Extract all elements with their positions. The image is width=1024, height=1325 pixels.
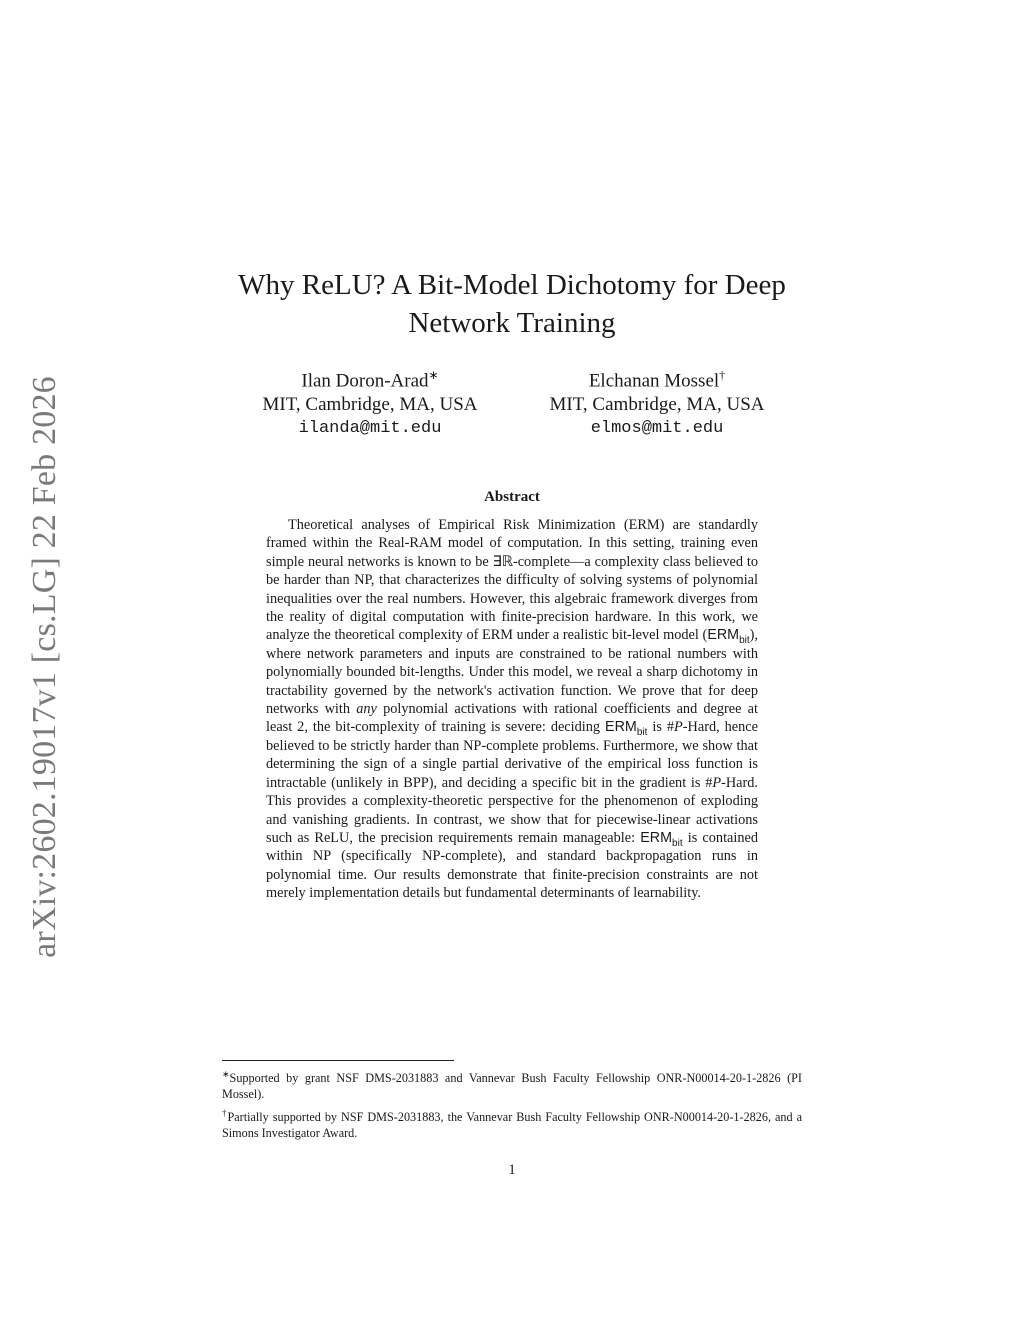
footnote-1: ∗Supported by grant NSF DMS-2031883 and Vannevar Bush Faculty Fellowship ONR-N00014-20-1-2826 (PI Mossel).	[222, 1069, 802, 1102]
footnote-2: †Partially supported by NSF DMS-2031883, the Vannevar Bush Faculty Fellowship ONR-N00014-20-1-2826, and a Simons Investigator Award.	[222, 1108, 802, 1141]
arxiv-identifier-stamp	[25, 375, 65, 958]
author-email[interactable]: elmos@mit.edu	[590, 419, 724, 439]
author-name: Ilan Doron-Arad	[301, 370, 429, 392]
emphasis-any: any	[356, 701, 377, 718]
author-footnote-mark: †	[719, 368, 726, 382]
footnote-divider	[222, 1060, 454, 1061]
paper-title	[200, 266, 824, 342]
arxiv-id-text: arXiv:2602.19017v1 [cs.LG] 22 Feb 2026	[26, 375, 63, 958]
author-affiliation: MIT, Cambridge, MA, USA	[549, 394, 765, 416]
title-line-2: Network Training	[408, 307, 616, 339]
author-email[interactable]: ilanda@mit.edu	[298, 419, 442, 439]
author-footnote-mark: ∗	[428, 368, 439, 382]
abstract-text: Theoretical analyses of Empirical Risk Minimization (ERM) are standardly framed within the Real-RAM model of computation. In this setting, training even simple neural networks is known to be ∃ℝ-complete—a complexity class believed to be harder than NP, that characterizes the difficulty of solving systems of polynomial inequalities over the real numbers. However, this algebraic framework diverges from the reality of digital computation with finite-precision hardware. In this work, we analyze the theoretical complexity of ERM under a realistic bit-level model $(ERM_{bit})$, where network parameters and inputs are constrained to be rational numbers with polynomially bounded bit-lengths. Under this model, we reveal a sharp dichotomy in tractability governed by the network's activation function. We prove that for deep networks with any polynomial activations with rational coefficients and degree at least 2, the bit-complexity of training is severe: deciding $ERM_{bit}$ is #P-Hard, hence believed to be strictly harder than NP-complete problems. Furthermore, we show that determining the sign of a single partial derivative of the empirical loss function is intractable (unlikely in BPP), and deciding a specific bit in the gradient is #P-Hard. This provides a complexity-theoretic perspective for the phenomenon of exploding and vanishing gradients. In contrast, we show that for piecewise-linear activations such as ReLU, the precision requirements remain manageable: $ERM_{bit}$ is contained within NP (specifically NP-complete), and standard backpropagation runs in polynomial time. Our results demonstrate that finite-precision constraints are not merely implementation details but fundamental determinants of learnability.	[266, 517, 759, 902]
footnotes	[222, 1066, 802, 1144]
author-block-2	[517, 363, 797, 441]
erm-bit-symbol: $ERM_{bit}$	[640, 829, 683, 849]
abstract-heading: Abstract	[484, 489, 540, 505]
page-number: 1	[508, 1162, 516, 1178]
author-affiliation: MIT, Cambridge, MA, USA	[262, 394, 478, 416]
erm-bit-symbol: $ERM_{bit}$	[707, 627, 750, 647]
author-name: Elchanan Mossel	[588, 370, 720, 392]
author-block-1	[230, 363, 510, 441]
erm-bit-symbol: $ERM_{bit}$	[605, 719, 648, 739]
title-line-1: Why ReLU? A Bit-Model Dichotomy for Deep	[238, 269, 786, 301]
